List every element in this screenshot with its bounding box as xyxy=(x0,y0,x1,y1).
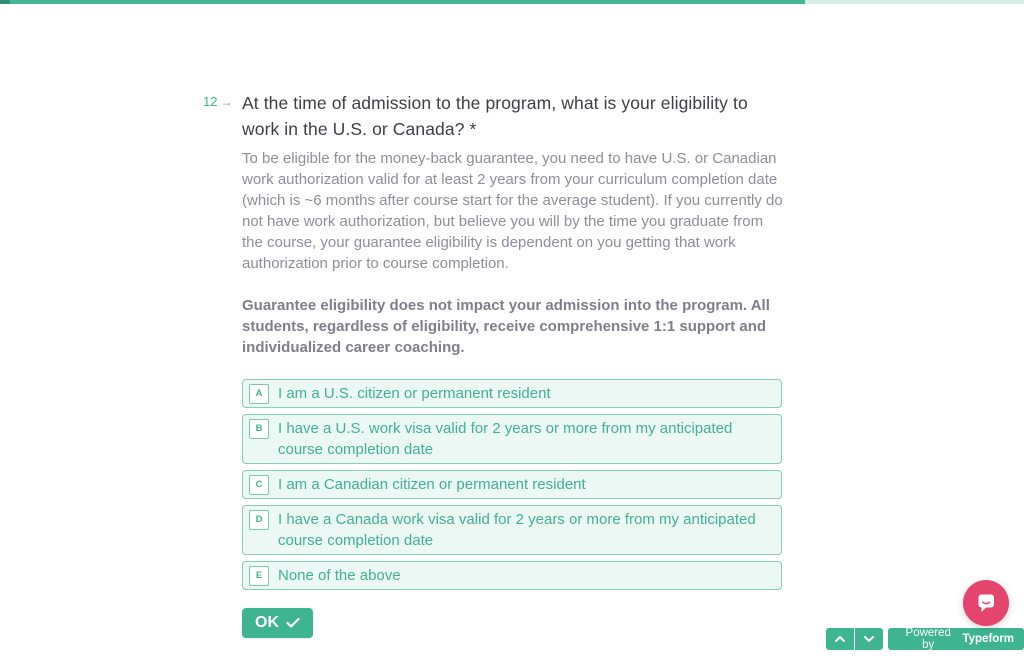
question-number: 12 xyxy=(203,94,218,109)
option-key-badge: A xyxy=(249,384,269,404)
question-nav xyxy=(826,628,883,650)
question-number-row xyxy=(203,94,232,109)
option-d[interactable] xyxy=(242,505,782,555)
option-a[interactable] xyxy=(242,379,782,408)
question-description: To be eligible for the money-back guarantee, you need to have U.S. or Canadian work authorization valid for at least 2 years from your curriculum completion date (which is ~6 months after course start for the average student). If you currently do not have work authorization, but believe you will by the time you graduate from the course, your guarantee eligibility is dependent on you getting that work authorization prior to course completion. xyxy=(242,150,783,272)
chevron-up-icon xyxy=(833,633,847,645)
options-list xyxy=(242,379,782,590)
progress-fill xyxy=(0,0,805,4)
option-label: I am a U.S. citizen or permanent resident xyxy=(278,385,551,402)
question-block xyxy=(242,90,787,638)
brand-name: Typeform xyxy=(962,633,1014,645)
option-label: I am a Canadian citizen or permanent resident xyxy=(278,476,586,493)
chat-launcher-button[interactable] xyxy=(963,580,1009,626)
question-note: Guarantee eligibility does not impact your admission into the program. All students, regardless of eligibility, receive comprehensive 1:1 support and individualized career coaching. xyxy=(242,297,770,356)
option-b[interactable] xyxy=(242,414,782,464)
next-question-button[interactable] xyxy=(855,628,883,650)
powered-by-label: Powered by xyxy=(905,627,951,651)
option-c[interactable] xyxy=(242,470,782,499)
option-label: I have a Canada work visa valid for 2 years or more from my anticipated course completion date xyxy=(278,511,756,549)
option-key-badge: E xyxy=(249,566,269,586)
progress-fill-start-segment xyxy=(0,0,10,4)
check-icon xyxy=(286,617,300,629)
option-key-badge: C xyxy=(249,475,269,495)
option-e[interactable] xyxy=(242,561,782,590)
option-key-badge: D xyxy=(249,510,269,530)
ok-button[interactable] xyxy=(242,608,313,638)
question-title: At the time of admission to the program, what is your eligibility to work in the U.S. or Canada? * xyxy=(242,93,748,139)
chevron-down-icon xyxy=(862,633,876,645)
previous-question-button[interactable] xyxy=(826,628,854,650)
option-label: I have a U.S. work visa valid for 2 years or more from my anticipated course completion date xyxy=(278,420,733,458)
progress-bar-track xyxy=(0,0,1024,4)
chat-bubble-icon xyxy=(972,589,1000,617)
option-label: None of the above xyxy=(278,567,401,584)
arrow-right-icon: → xyxy=(220,95,233,109)
option-key-badge: B xyxy=(249,419,269,439)
powered-by-typeform-badge[interactable] xyxy=(888,628,1024,650)
ok-button-label: OK xyxy=(255,614,279,631)
